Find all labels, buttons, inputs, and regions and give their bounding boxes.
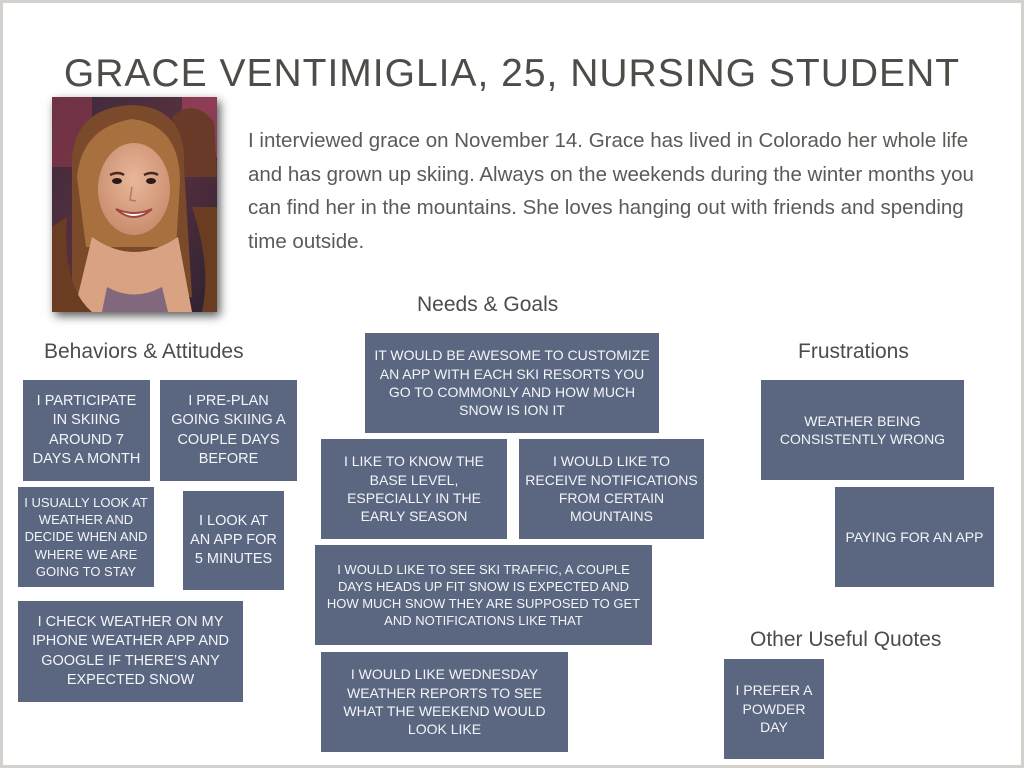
quotes-heading: Other Useful Quotes [750,628,942,651]
need-note: I WOULD LIKE TO RECEIVE NOTIFICATIONS FROM CERTAIN MOUNTAINS [519,439,704,539]
need-note: I WOULD LIKE TO SEE SKI TRAFFIC, A COUPLE DAYS HEADS UP FIT SNOW IS EXPECTED AND HOW MUCH SNOW THEY ARE SUPPOSED TO GET AND NOTIFICATIONS LIKE THAT [315,545,652,645]
persona-photo [52,97,217,312]
need-note: I LIKE TO KNOW THE BASE LEVEL, ESPECIALLY IN THE EARLY SEASON [321,439,507,539]
quote-note: I PREFER A POWDER DAY [724,659,824,759]
behaviors-heading: Behaviors & Attitudes [44,340,244,363]
behavior-note: I PRE-PLAN GOING SKIING A COUPLE DAYS BEFORE [160,380,297,481]
persona-portrait-image [52,97,217,312]
persona-intro: I interviewed grace on November 14. Grace has lived in Colorado her whole life and has grown up skiing. Always on the weekends during the winter months you can find her in the mountains. She loves hanging out with friends and spending time outside. [248,129,974,253]
behavior-note: I USUALLY LOOK AT WEATHER AND DECIDE WHEN AND WHERE WE ARE GOING TO STAY [18,487,154,587]
behavior-note: I PARTICIPATE IN SKIING AROUND 7 DAYS A MONTH [23,380,150,481]
behavior-note: I LOOK AT AN APP FOR 5 MINUTES [183,491,284,590]
behavior-note: I CHECK WEATHER ON MY IPHONE WEATHER APP AND GOOGLE IF THERE’S ANY EXPECTED SNOW [18,601,243,702]
need-note: IT WOULD BE AWESOME TO CUSTOMIZE AN APP WITH EACH SKI RESORTS YOU GO TO COMMONLY AND HOW MUCH SNOW IS ION IT [365,333,659,433]
frustrations-heading: Frustrations [798,340,909,363]
needs-heading: Needs & Goals [417,293,559,316]
persona-title: GRACE VENTIMIGLIA, 25, NURSING STUDENT [63,52,961,95]
frustration-note: PAYING FOR AN APP [835,487,994,587]
frustration-note: WEATHER BEING CONSISTENTLY WRONG [761,380,964,480]
need-note: I WOULD LIKE WEDNESDAY WEATHER REPORTS TO SEE WHAT THE WEEKEND WOULD LOOK LIKE [321,652,568,752]
